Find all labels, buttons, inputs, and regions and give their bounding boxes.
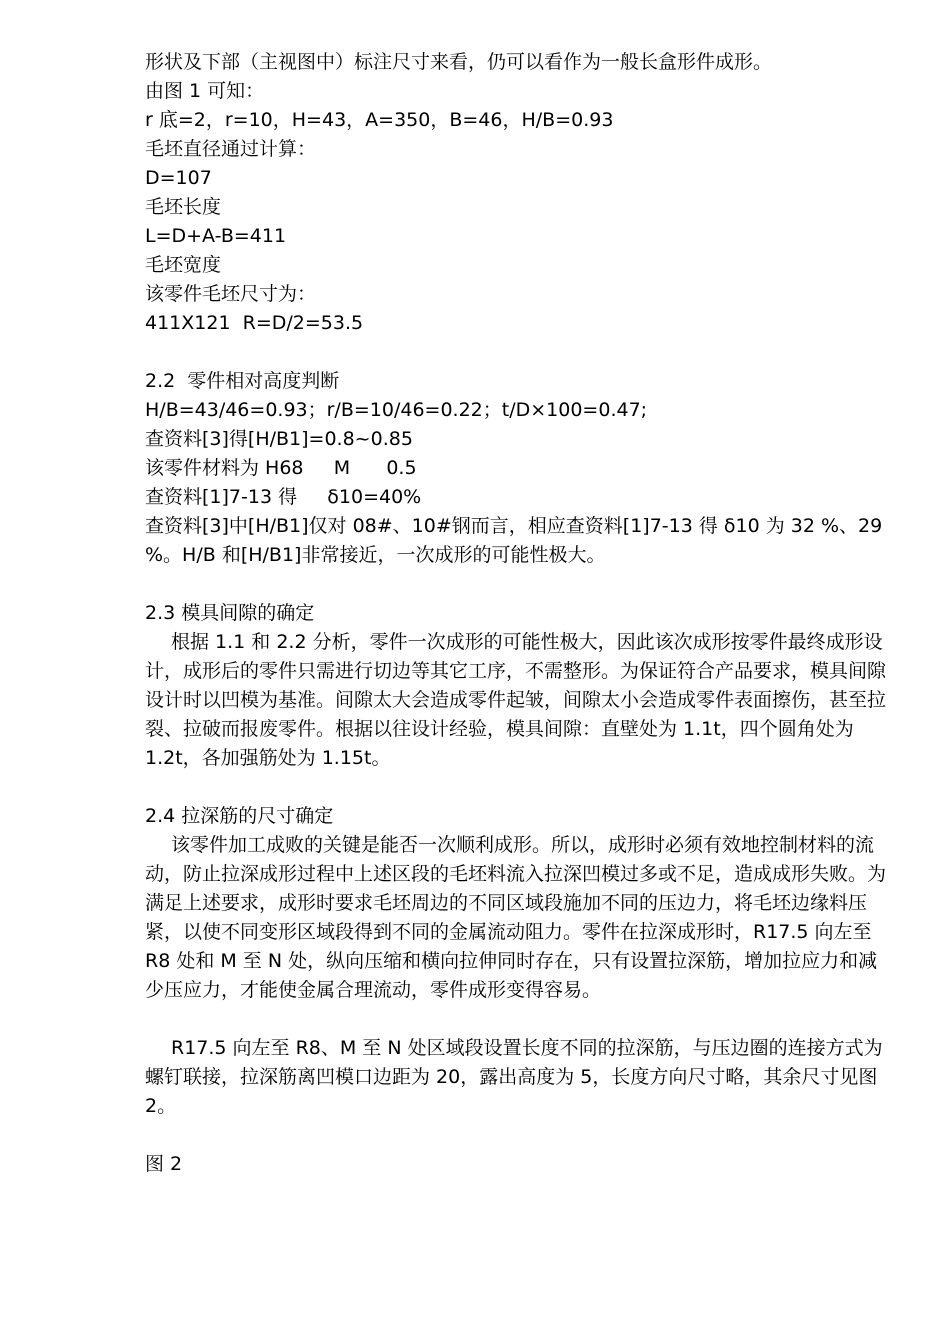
paragraph: 该零件加工成败的关键是能否一次顺利成形。所以，成形时必须有效地控制材料的流动，防止拉深成形过程中上述区段的毛坯料流入拉深凹模过多或不足，造成成形失败。为满足上述要求，成形时要求毛坯周边的不同区域段施加不同的压边力，将毛坯边缘料压紧，以使不同变形区域段得到不同的金属流动阻力。零件在拉深成形时，R17.5 向左至 R8 处和 M 至 N 处，纵向压缩和横向拉伸同时存在，只有设置拉深筋，增加拉应力和减少压应力，才能使金属合理流动，零件成形变得容易。	[145, 834, 887, 1001]
document-page	[145, 48, 890, 1179]
paragraph: 查资料[3]中[H/B1]仅对 08#、10#钢而言，相应查资料[1]7-13 得 δ10 为 32 %、29 %。H/B 和[H/B1]非常接近，一次成形的可能性极大。	[145, 515, 883, 566]
spacer	[145, 338, 890, 367]
text-line: 查资料[1]7-13 得 δ10=40%	[145, 486, 422, 508]
spacer	[145, 1005, 890, 1034]
paragraph: R17.5 向左至 R8、M 至 N 处区域段设置长度不同的拉深筋，与压边圈的连接方式为螺钉联接，拉深筋离凹模口边距为 20，露出高度为 5，长度方向尺寸略，其余尺寸见图 2。	[145, 1037, 883, 1117]
section-heading-2-2: 2.2 零件相对高度判断	[145, 370, 340, 392]
text-line: D=107	[145, 167, 212, 189]
text-line: H/B=43/46=0.93；r/B=10/46=0.22；t/D×100=0.47;	[145, 399, 648, 421]
text-line: 查资料[3]得[H/B1]=0.8~0.85	[145, 428, 413, 450]
text-line: 毛坯宽度	[145, 254, 222, 276]
text-line: 411X121 R=D/2=53.5	[145, 312, 364, 334]
text-line: 该零件毛坯尺寸为：	[145, 283, 317, 305]
text-line: 由图 1 可知：	[145, 80, 265, 102]
paragraph: 根据 1.1 和 2.2 分析，零件一次成形的可能性极大，因此该次成形按零件最终成形设计，成形后的零件只需进行切边等其它工序，不需整形。为保证符合产品要求，模具间隙设计时以凹模为基准。间隙太大会造成零件起皱，间隙太小会造成零件表面擦伤，甚至拉裂、拉破而报废零件。根据以往设计经验，模具间隙：直壁处为 1.1t，四个圆角处为 1.2t，各加强筋处为 1.15t。	[145, 631, 887, 769]
spacer	[145, 773, 890, 802]
text-line: 毛坯直径通过计算：	[145, 138, 317, 160]
text-line: 形状及下部（主视图中）标注尺寸来看，仍可以看作为一般长盒形件成形。	[145, 51, 773, 73]
spacer	[145, 1121, 890, 1150]
spacer	[145, 570, 890, 599]
text-line: L=D+A-B=411	[145, 225, 287, 247]
section-heading-2-3: 2.3 模具间隙的确定	[145, 602, 315, 624]
section-heading-2-4: 2.4 拉深筋的尺寸确定	[145, 805, 334, 827]
text-line: 毛坯长度	[145, 196, 222, 218]
text-line: 该零件材料为 H68 M 0.5	[145, 457, 417, 479]
text-line: r 底=2，r=10，H=43，A=350，B=46，H/B=0.93	[145, 109, 614, 131]
figure-caption: 图 2	[145, 1153, 183, 1175]
